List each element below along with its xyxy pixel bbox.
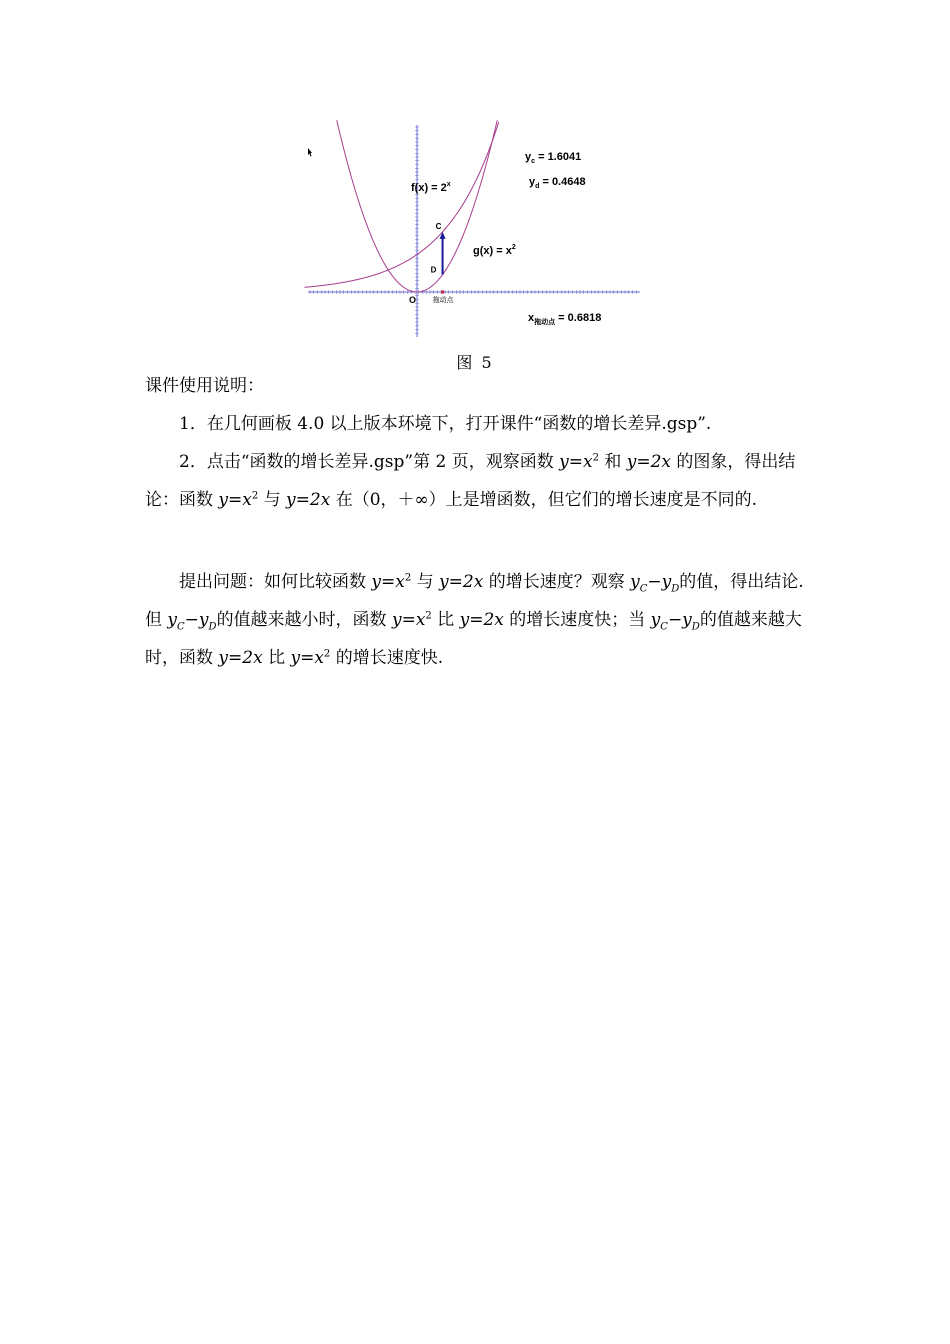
yd-readout: $y_d = 0.4648$ bbox=[529, 176, 586, 190]
exp-curve bbox=[305, 122, 499, 287]
yc-readout: $y_c = 1.6041$ bbox=[525, 151, 582, 165]
instruction-3: 提出问题：如何比较函数 $y=x^2$ 与 y=2x 的增长速度？观察 $y_C-y_D$的值，得出结论.但 $y_C-y_D$的值越来越小时，函数 $y=x^2$ 比 y=2x 的增长速度快；当 $y_C-y_D$的值越来越大时，函数 y=2x 比 $y=x^2$ 的增长速度快. bbox=[145, 572, 804, 668]
arrow-head bbox=[440, 232, 446, 239]
heading: 课件使用说明： bbox=[145, 376, 264, 396]
origin-label: O bbox=[409, 295, 417, 305]
figure-caption: 图 5 bbox=[456, 353, 494, 372]
cursor-icon bbox=[308, 148, 312, 157]
instruction-1: 1．在几何画板 4.0 以上版本环境下，打开课件“函数的增长差异.gsp”. bbox=[179, 414, 712, 434]
point-c-label: C bbox=[435, 221, 442, 231]
graph-axes bbox=[308, 125, 640, 337]
point-d-label: D bbox=[430, 265, 437, 275]
function-graph-figure bbox=[300, 115, 650, 345]
drag-point-marker[interactable] bbox=[441, 290, 445, 294]
instruction-2: 2．点击“函数的增长差异.gsp”第 2 页，观察函数 $y=x^2$ 和 y=2x 的图象，得出结论：函数 $y=x^2$ 与 y=2x 在（0，＋∞）上是增函数，但它们的增长速度是不同的. bbox=[145, 452, 796, 510]
x-readout: $x_{拖动点} = 0.6818$ bbox=[528, 312, 602, 326]
f-label: $f(x) = 2^x$ bbox=[411, 181, 451, 194]
g-label: $g(x) = x^2$ bbox=[473, 244, 516, 257]
drag-point-label: 拖动点 bbox=[432, 296, 454, 304]
